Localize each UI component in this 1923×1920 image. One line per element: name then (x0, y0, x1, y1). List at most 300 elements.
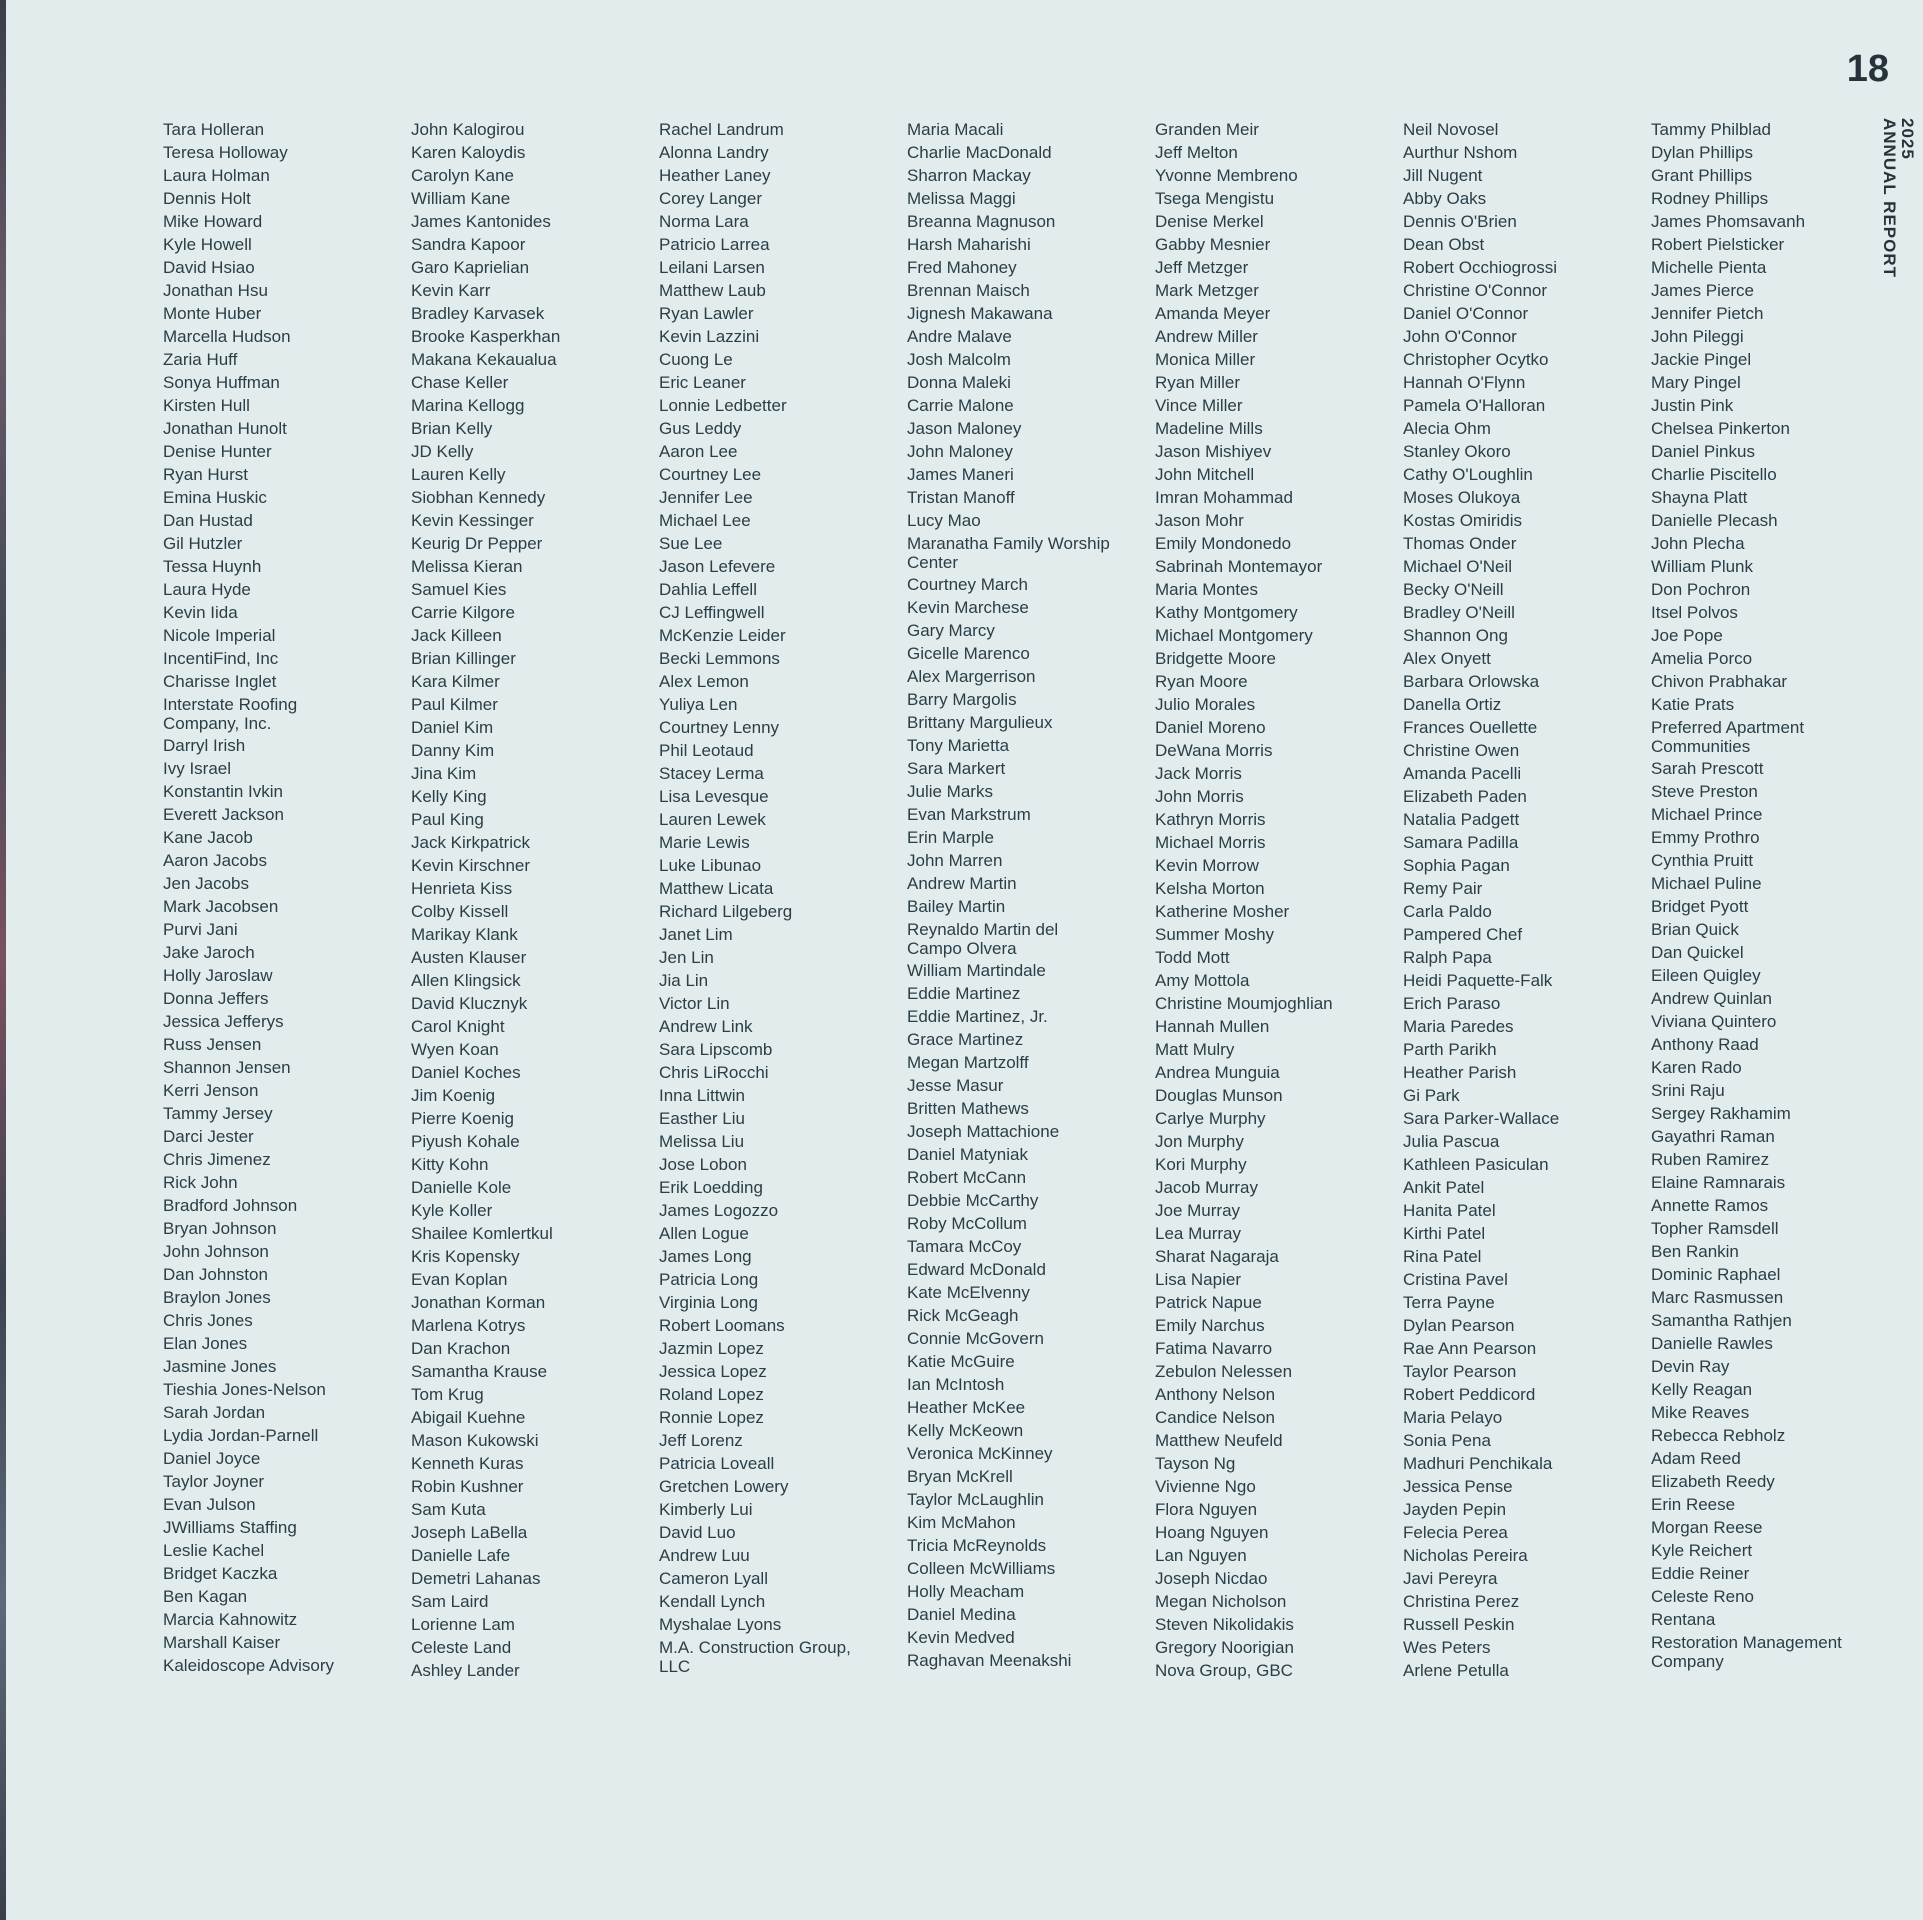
donor-name: Lea Murray (1155, 1224, 1241, 1243)
donor-name: Kathryn Morris (1155, 810, 1266, 829)
donor-name: Jonathan Hunolt (163, 419, 287, 438)
donor-name: Edward McDonald (907, 1260, 1046, 1279)
donor-name: Victor Lin (659, 994, 730, 1013)
donor-name: Emina Huskic (163, 488, 267, 507)
donor-name: Taylor McLaughlin (907, 1490, 1045, 1509)
donor-name: Sharron Mackay (907, 166, 1031, 185)
donor-name: Megan Martzolff (907, 1053, 1029, 1072)
donor-name: Andrew Quinlan (1651, 989, 1772, 1008)
donor-name: Kitty Kohn (411, 1155, 489, 1174)
donor-name: James Logozzo (659, 1201, 779, 1220)
donor-name: Hanita Patel (1403, 1201, 1496, 1220)
donor-name: Elizabeth Paden (1403, 787, 1527, 806)
donor-name: Brooke Kasperkhan (411, 327, 561, 346)
donor-name: Todd Mott (1155, 948, 1230, 967)
donor-name: Daniel Medina (907, 1605, 1016, 1624)
donor-name: Ivy Israel (163, 759, 232, 778)
donor-name: Shailee Komlertkul (411, 1224, 553, 1243)
donor-name: Kevin Kessinger (411, 511, 534, 530)
donor-name: Aaron Lee (659, 442, 738, 461)
donor-name: Denise Merkel (1155, 212, 1264, 231)
donor-name: Dan Krachon (411, 1339, 511, 1358)
donor-name: Elan Jones (163, 1334, 248, 1353)
donor-name: Morgan Reese (1651, 1518, 1763, 1537)
donor-name: Kerri Jenson (163, 1081, 259, 1100)
donor-name: Chivon Prabhakar (1651, 672, 1788, 691)
donor-name: Kostas Omiridis (1403, 511, 1523, 530)
donor-name: McKenzie Leider (659, 626, 786, 645)
donor-name: Sharat Nagaraja (1155, 1247, 1279, 1266)
donor-name: Courtney Lenny (659, 718, 780, 737)
donor-name: Stanley Okoro (1403, 442, 1511, 461)
donor-name: Alex Onyett (1403, 649, 1491, 668)
donor-name: DeWana Morris (1155, 741, 1273, 760)
donor-name: Daniel Moreno (1155, 718, 1266, 737)
donor-name: Alonna Landry (659, 143, 769, 162)
donor-name: Taylor Joyner (163, 1472, 265, 1491)
donor-name: Dominic Raphael (1651, 1265, 1781, 1284)
donor-name: Eddie Martinez (907, 984, 1021, 1003)
donor-name: Norma Lara (659, 212, 749, 231)
donor-name: Josh Malcolm (907, 350, 1011, 369)
donor-name: Daniel Pinkus (1651, 442, 1755, 461)
donor-name: Tricia McReynolds (907, 1536, 1047, 1555)
donor-name: Lydia Jordan-Parnell (163, 1426, 319, 1445)
donor-name: Vince Miller (1155, 396, 1243, 415)
donor-name: Moses Olukoya (1403, 488, 1521, 507)
donor-name: Chelsea Pinkerton (1651, 419, 1790, 438)
donor-name: Fatima Navarro (1155, 1339, 1273, 1358)
donor-name: Donna Jeffers (163, 989, 269, 1008)
donor-name: Michael O'Neil (1403, 557, 1513, 576)
name-column-4 (907, 117, 1155, 1681)
donor-name: Ben Kagan (163, 1587, 248, 1606)
donor-name: Pampered Chef (1403, 925, 1523, 944)
donor-name: Mike Reaves (1651, 1403, 1750, 1422)
donor-name: Heidi Paquette-Falk (1403, 971, 1553, 990)
donor-name: Justin Pink (1651, 396, 1734, 415)
donor-name: Tayson Ng (1155, 1454, 1236, 1473)
donor-name: William Plunk (1651, 557, 1754, 576)
donor-name: Taylor Pearson (1403, 1362, 1517, 1381)
donor-name: Annette Ramos (1651, 1196, 1769, 1215)
donor-name: Jason Mishiyev (1155, 442, 1272, 461)
donor-name: John Johnson (163, 1242, 269, 1261)
donor-name: Daniel O'Connor (1403, 304, 1529, 323)
donor-name: David Luo (659, 1523, 736, 1542)
donor-name: Robin Kushner (411, 1477, 524, 1496)
donor-name: Jia Lin (659, 971, 709, 990)
donor-name: Marikay Klank (411, 925, 518, 944)
donor-name: Jack Kirkpatrick (411, 833, 531, 852)
donor-name: Ryan Hurst (163, 465, 249, 484)
donor-name: Barbara Orlowska (1403, 672, 1540, 691)
donor-name: Ryan Miller (1155, 373, 1241, 392)
donor-name: Zaria Huff (163, 350, 238, 369)
donor-name: Grant Phillips (1651, 166, 1753, 185)
donor-name: Sara Markert (907, 759, 1006, 778)
donor-name: Matthew Licata (659, 879, 774, 898)
donor-name: Candice Nelson (1155, 1408, 1276, 1427)
donor-name: Topher Ramsdell (1651, 1219, 1779, 1238)
donor-name: Carol Knight (411, 1017, 505, 1036)
donor-name: Gicelle Marenco (907, 644, 1030, 663)
donor-name: Jason Maloney (907, 419, 1022, 438)
donor-name: Marc Rasmussen (1651, 1288, 1784, 1307)
donor-name: Erich Paraso (1403, 994, 1501, 1013)
donor-name: Veronica McKinney (907, 1444, 1053, 1463)
donor-name: Itsel Polvos (1651, 603, 1738, 622)
donor-name: Julia Pascua (1403, 1132, 1500, 1151)
donor-name: Alecia Ohm (1403, 419, 1491, 438)
donor-name: Cristina Pavel (1403, 1270, 1508, 1289)
donor-name: Leilani Larsen (659, 258, 765, 277)
donor-name: Daniel Koches (411, 1063, 521, 1082)
donor-name: Jason Mohr (1155, 511, 1244, 530)
donor-name: Elizabeth Reedy (1651, 1472, 1775, 1491)
donor-name: Darryl Irish (163, 736, 246, 755)
donor-name: Lorienne Lam (411, 1615, 515, 1634)
donor-name: Don Pochron (1651, 580, 1751, 599)
donor-name: Kevin Karr (411, 281, 491, 300)
donor-name: Monte Huber (163, 304, 262, 323)
donor-name: Bradley Karvasek (411, 304, 545, 323)
donor-name: James Maneri (907, 465, 1014, 484)
donor-name: Samuel Kies (411, 580, 507, 599)
donor-name: Chris Jones (163, 1311, 253, 1330)
donor-name-columns (163, 117, 1899, 1681)
donor-name: John Kalogirou (411, 120, 525, 139)
donor-name: Bryan McKrell (907, 1467, 1013, 1486)
donor-name: Bridget Kaczka (163, 1564, 278, 1583)
donor-name: Lonnie Ledbetter (659, 396, 787, 415)
donor-name: Debbie McCarthy (907, 1191, 1039, 1210)
donor-name: Jonathan Korman (411, 1293, 546, 1312)
donor-name: Bailey Martin (907, 897, 1006, 916)
donor-name: James Kantonides (411, 212, 551, 231)
donor-name: Abigail Kuehne (411, 1408, 526, 1427)
name-column-5 (1155, 117, 1403, 1681)
donor-name: Anthony Nelson (1155, 1385, 1276, 1404)
donor-name: Donna Maleki (907, 373, 1011, 392)
donor-name: Eddie Martinez, Jr. (907, 1007, 1048, 1026)
donor-name: Granden Meir (1155, 120, 1259, 139)
donor-name: Kathy Montgomery (1155, 603, 1298, 622)
donor-name: Shayna Platt (1651, 488, 1748, 507)
donor-name: Phil Leotaud (659, 741, 754, 760)
donor-name: Lan Nguyen (1155, 1546, 1247, 1565)
donor-name: Emily Mondonedo (1155, 534, 1292, 553)
donor-name: Parth Parikh (1403, 1040, 1497, 1059)
donor-name: Katherine Mosher (1155, 902, 1290, 921)
donor-name: Jeff Metzger (1155, 258, 1249, 277)
donor-name: Easther Liu (659, 1109, 745, 1128)
donor-name: Carlye Murphy (1155, 1109, 1266, 1128)
donor-name: Erin Reese (1651, 1495, 1736, 1514)
donor-name: Danny Kim (411, 741, 495, 760)
donor-name: Grace Martinez (907, 1030, 1024, 1049)
donor-name: Mark Jacobsen (163, 897, 279, 916)
donor-name: Evan Markstrum (907, 805, 1031, 824)
donor-name: Abby Oaks (1403, 189, 1487, 208)
donor-name: Robert Loomans (659, 1316, 785, 1335)
donor-name: Eileen Quigley (1651, 966, 1761, 985)
donor-name: Makana Kekaualua (411, 350, 557, 369)
name-column-6 (1403, 117, 1651, 1681)
donor-name: Kevin Iida (163, 603, 238, 622)
donor-name: Gretchen Lowery (659, 1477, 789, 1496)
donor-name: Jignesh Makawana (907, 304, 1053, 323)
donor-name: Bradford Johnson (163, 1196, 298, 1215)
donor-name: Maria Montes (1155, 580, 1258, 599)
donor-name: Russell Peskin (1403, 1615, 1515, 1634)
donor-name: David Hsiao (163, 258, 255, 277)
donor-name: Henrieta Kiss (411, 879, 513, 898)
donor-name: Jeff Melton (1155, 143, 1238, 162)
donor-name: Viviana Quintero (1651, 1012, 1777, 1031)
donor-name: Eddie Reiner (1651, 1564, 1750, 1583)
donor-name: John Pileggi (1651, 327, 1744, 346)
donor-name: Harsh Maharishi (907, 235, 1031, 254)
donor-name: Adam Reed (1651, 1449, 1741, 1468)
donor-name: Kyle Koller (411, 1201, 493, 1220)
donor-name: Barry Margolis (907, 690, 1017, 709)
donor-name: Bryan Johnson (163, 1219, 277, 1238)
donor-name: Kris Kopensky (411, 1247, 520, 1266)
donor-name: Courtney Lee (659, 465, 762, 484)
donor-name: Aurthur Nshom (1403, 143, 1518, 162)
donor-name: Lauren Lewek (659, 810, 766, 829)
donor-name: Aaron Jacobs (163, 851, 267, 870)
donor-name: Jill Nugent (1403, 166, 1483, 185)
donor-name: Gus Leddy (659, 419, 742, 438)
donor-name: Allen Logue (659, 1224, 749, 1243)
donor-name: Virginia Long (659, 1293, 758, 1312)
donor-name: Kevin Medved (907, 1628, 1015, 1647)
donor-name: Brittany Margulieux (907, 713, 1053, 732)
donor-name: Heather Laney (659, 166, 771, 185)
donor-name: Jen Jacobs (163, 874, 249, 893)
donor-name: Kirsten Hull (163, 396, 250, 415)
donor-name: Everett Jackson (163, 805, 284, 824)
donor-name: Amy Mottola (1155, 971, 1250, 990)
page-number: 18 (1846, 48, 1889, 90)
donor-name: Jonathan Hsu (163, 281, 268, 300)
donor-name: Christine O'Connor (1403, 281, 1548, 300)
donor-name: Carrie Kilgore (411, 603, 515, 622)
donor-name: Roland Lopez (659, 1385, 764, 1404)
donor-name: Jen Lin (659, 948, 714, 967)
donor-name: Ankit Patel (1403, 1178, 1485, 1197)
donor-name: Siobhan Kennedy (411, 488, 546, 507)
donor-name: Steve Preston (1651, 782, 1758, 801)
donor-name: Marcella Hudson (163, 327, 291, 346)
donor-name: Samara Padilla (1403, 833, 1519, 852)
donor-name: Kelly Reagan (1651, 1380, 1753, 1399)
donor-name: William Martindale (907, 961, 1046, 980)
donor-name: Hannah O'Flynn (1403, 373, 1526, 392)
donor-name: Michael Lee (659, 511, 751, 530)
donor-name: John O'Connor (1403, 327, 1517, 346)
donor-name: Katie McGuire (907, 1352, 1015, 1371)
donor-name: John Plecha (1651, 534, 1745, 553)
donor-name: Holly Jaroslaw (163, 966, 273, 985)
donor-name: Natalia Padgett (1403, 810, 1520, 829)
donor-name: Rae Ann Pearson (1403, 1339, 1537, 1358)
donor-name: John Maloney (907, 442, 1013, 461)
donor-name: Lisa Levesque (659, 787, 769, 806)
donor-name: Sarah Jordan (163, 1403, 266, 1422)
donor-name: Danielle Lafe (411, 1546, 511, 1565)
donor-name: Matthew Laub (659, 281, 766, 300)
donor-name: James Long (659, 1247, 752, 1266)
donor-name: Sarah Prescott (1651, 759, 1764, 778)
donor-name: Sonya Huffman (163, 373, 280, 392)
donor-name: James Pierce (1651, 281, 1754, 300)
donor-name: Emily Narchus (1155, 1316, 1265, 1335)
donor-name: Bridget Pyott (1651, 897, 1749, 916)
donor-name: Jessica Lopez (659, 1362, 767, 1381)
donor-name: Alex Margerrison (907, 667, 1036, 686)
donor-name: Interstate Roofing Company, Inc. (163, 695, 298, 733)
donor-name: Remy Pair (1403, 879, 1483, 898)
donor-name: Joseph Mattachione (907, 1122, 1060, 1141)
donor-name: Tammy Philblad (1651, 120, 1771, 139)
donor-name: Tsega Mengistu (1155, 189, 1275, 208)
donor-name: Jina Kim (411, 764, 477, 783)
donor-name: Monica Miller (1155, 350, 1256, 369)
donor-name: Jesse Masur (907, 1076, 1004, 1095)
donor-name: Robert Pielsticker (1651, 235, 1785, 254)
donor-name: Ryan Lawler (659, 304, 754, 323)
donor-name: Christopher Ocytko (1403, 350, 1549, 369)
donor-name: Kendall Lynch (659, 1592, 766, 1611)
donor-name: Sergey Rakhamim (1651, 1104, 1791, 1123)
donor-name: Kevin Kirschner (411, 856, 531, 875)
donor-name: Rina Patel (1403, 1247, 1482, 1266)
donor-name: Marcia Kahnowitz (163, 1610, 298, 1629)
donor-name: Leslie Kachel (163, 1541, 265, 1560)
donor-name: Ian McIntosh (907, 1375, 1005, 1394)
donor-name: Michael Puline (1651, 874, 1762, 893)
donor-name: Patricia Long (659, 1270, 759, 1289)
donor-name: Ruben Ramirez (1651, 1150, 1770, 1169)
donor-name: Dan Johnston (163, 1265, 268, 1284)
donor-name: Sara Parker-Wallace (1403, 1109, 1560, 1128)
donor-name: Amelia Porco (1651, 649, 1753, 668)
donor-name: Madhuri Penchikala (1403, 1454, 1553, 1473)
donor-name: Colby Kissell (411, 902, 509, 921)
donor-name: Cameron Lyall (659, 1569, 768, 1588)
donor-name: Cynthia Pruitt (1651, 851, 1754, 870)
donor-name: Melissa Kieran (411, 557, 523, 576)
donor-name: Andrew Martin (907, 874, 1017, 893)
donor-name: Erik Loedding (659, 1178, 763, 1197)
donor-name: Felecia Perea (1403, 1523, 1508, 1542)
donor-name: Andrew Luu (659, 1546, 750, 1565)
donor-name: Kane Jacob (163, 828, 253, 847)
donor-name: Tom Krug (411, 1385, 484, 1404)
donor-name: Eric Leaner (659, 373, 746, 392)
donor-name: Marlena Kotrys (411, 1316, 526, 1335)
donor-name: Marshall Kaiser (163, 1633, 281, 1652)
donor-name: Dylan Phillips (1651, 143, 1754, 162)
donor-name: Maranatha Family Worship Center (907, 534, 1110, 572)
donor-name: Jose Lobon (659, 1155, 747, 1174)
donor-name: CJ Leffingwell (659, 603, 765, 622)
donor-name: Yuliya Len (659, 695, 738, 714)
donor-name: Flora Nguyen (1155, 1500, 1258, 1519)
donor-name: Maria Pelayo (1403, 1408, 1503, 1427)
donor-name: Javi Pereyra (1403, 1569, 1498, 1588)
donor-name: Carolyn Kane (411, 166, 515, 185)
donor-name: M.A. Construction Group, LLC (659, 1638, 851, 1676)
donor-name: Cuong Le (659, 350, 733, 369)
donor-name: Laura Hyde (163, 580, 251, 599)
donor-name: Carla Paldo (1403, 902, 1492, 921)
donor-name: Danielle Kole (411, 1178, 512, 1197)
donor-name: Carrie Malone (907, 396, 1014, 415)
donor-name: Gabby Mesnier (1155, 235, 1271, 254)
donor-name: Kelly McKeown (907, 1421, 1024, 1440)
donor-name: John Mitchell (1155, 465, 1255, 484)
donor-name: Restoration Management Company (1651, 1633, 1842, 1671)
donor-name: Andrew Miller (1155, 327, 1258, 346)
page-edge-strip (0, 0, 6, 1920)
donor-name: Kirthi Patel (1403, 1224, 1486, 1243)
donor-name: Katie Prats (1651, 695, 1735, 714)
name-column-1 (163, 117, 411, 1681)
donor-name: Robert Peddicord (1403, 1385, 1536, 1404)
donor-name: Jake Jaroch (163, 943, 255, 962)
donor-name: Arlene Petulla (1403, 1661, 1509, 1680)
donor-name: Kevin Morrow (1155, 856, 1259, 875)
donor-name: Braylon Jones (163, 1288, 271, 1307)
donor-name: Nicholas Pereira (1403, 1546, 1528, 1565)
donor-name: Sam Kuta (411, 1500, 486, 1519)
donor-name: Ryan Moore (1155, 672, 1248, 691)
donor-name: Dylan Pearson (1403, 1316, 1515, 1335)
donor-name: Jason Lefevere (659, 557, 776, 576)
donor-name: Dan Quickel (1651, 943, 1744, 962)
donor-name: IncentiFind, Inc (163, 649, 279, 668)
donor-name: Holly Meacham (907, 1582, 1025, 1601)
donor-name: Robert McCann (907, 1168, 1027, 1187)
donor-name: Melissa Maggi (907, 189, 1016, 208)
donor-name: Joe Pope (1651, 626, 1723, 645)
donor-name: Daniel Kim (411, 718, 494, 737)
donor-name: Matt Mulry (1155, 1040, 1235, 1059)
donor-name: Russ Jensen (163, 1035, 262, 1054)
donor-name: Emmy Prothro (1651, 828, 1760, 847)
donor-name: Rentana (1651, 1610, 1716, 1629)
donor-name: Fred Mahoney (907, 258, 1017, 277)
donor-name: Srini Raju (1651, 1081, 1725, 1100)
donor-name: Kaleidoscope Advisory (163, 1656, 335, 1675)
donor-name: Christine Moumjoghlian (1155, 994, 1333, 1013)
donor-name: Richard Lilgeberg (659, 902, 793, 921)
donor-name: Samantha Rathjen (1651, 1311, 1792, 1330)
donor-name: Devin Ray (1651, 1357, 1730, 1376)
donor-name: Andre Malave (907, 327, 1012, 346)
donor-name: Rick McGeagh (907, 1306, 1019, 1325)
donor-name: Tara Holleran (163, 120, 265, 139)
donor-name: Bridgette Moore (1155, 649, 1276, 668)
donor-name: Amanda Meyer (1155, 304, 1271, 323)
donor-name: Jasmine Jones (163, 1357, 277, 1376)
donor-name: Jack Morris (1155, 764, 1242, 783)
donor-name: Connie McGovern (907, 1329, 1045, 1348)
